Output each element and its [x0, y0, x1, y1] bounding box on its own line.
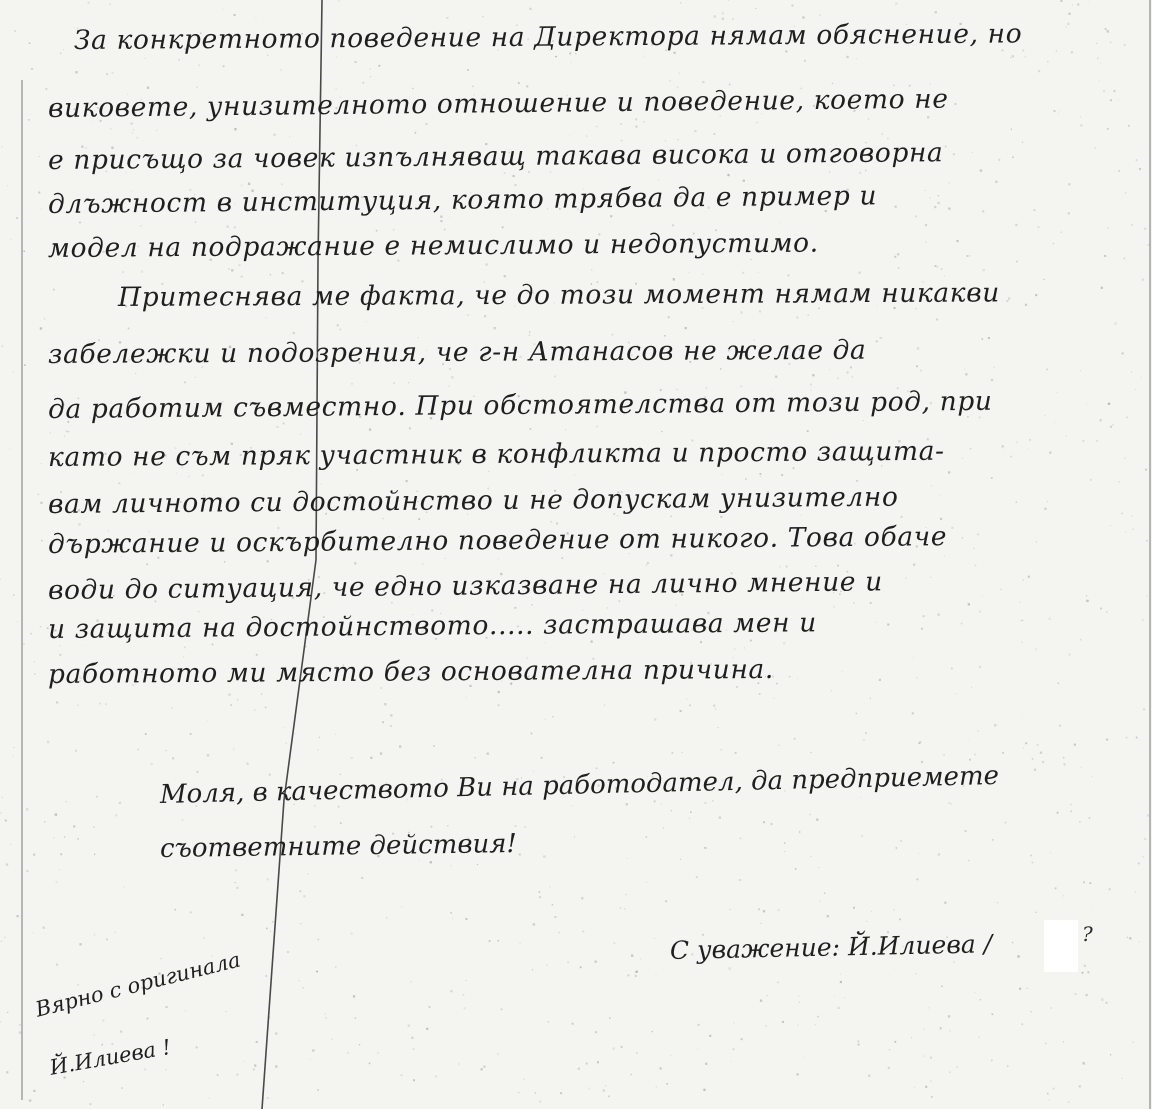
certified-copy-signature: Й.Илиева !: [47, 1034, 173, 1080]
letter-line: виковете, унизителното отношение и поведение, което не: [47, 83, 949, 124]
letter-line: като не съм пряк участник в конфликта и просто защита-: [47, 435, 945, 473]
letter-line: Притеснява ме факта, че до този момент нямам никакви: [117, 277, 1000, 313]
redaction-box: [1044, 920, 1078, 972]
letter-line: държание и оскърбително поведение от никого. Това обаче: [47, 521, 948, 560]
letter-line: модел на подражание е немислимо и недопустимо.: [47, 227, 819, 264]
closing-request: съответните действия!: [159, 829, 518, 864]
letter-line: е присъщо за човек изпълняващ такава висока и отговорна: [47, 137, 944, 176]
letter-line: води до ситуация, че едно изказване на лично мнение и: [47, 566, 883, 606]
letter-line: забележки и подозрения, че г-н Атанасов не желае да: [47, 334, 867, 370]
letter-line: работното ми място без основателна причина.: [47, 653, 775, 690]
signature: С уважение: Й.Илиева /: [669, 929, 993, 965]
letter-line: длъжност в институция, която трябва да е пример и: [47, 180, 878, 220]
letter-line: вам личното си достойнство и не допускам унизително: [47, 481, 899, 520]
signature-mark: ?: [1082, 922, 1093, 946]
letter-line: да работим съвместно. При обстоятелства от този род, при: [47, 385, 993, 425]
certified-copy-note: Вярно с оригинала: [32, 947, 243, 1022]
letter-line: и защита на достойнството..... застрашава мен и: [47, 607, 817, 645]
closing-request: Моля, в качеството Ви на работодател, да предприемете: [159, 760, 1000, 810]
letter-line: За конкретното поведение на Директора нямам обяснение, но: [73, 18, 1023, 56]
